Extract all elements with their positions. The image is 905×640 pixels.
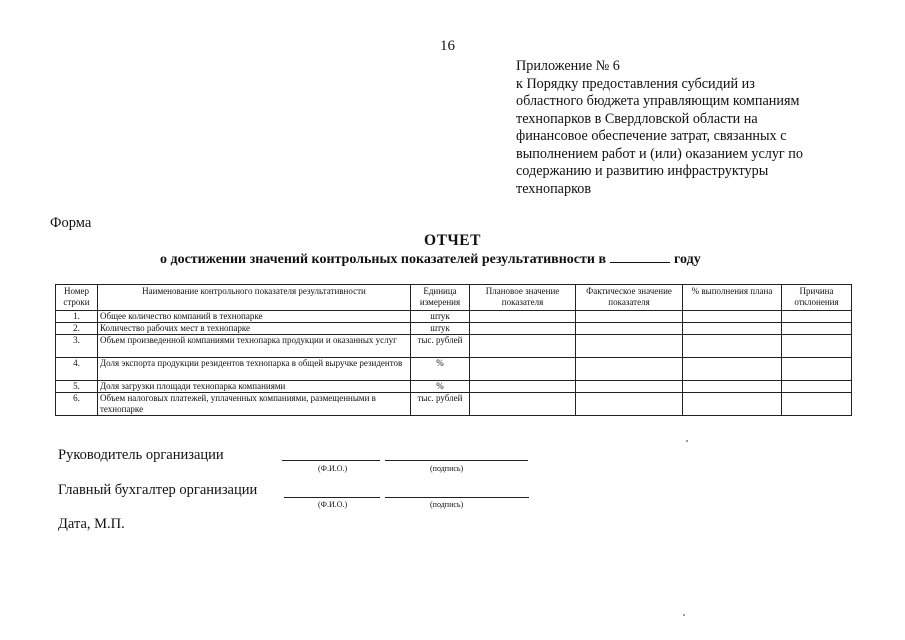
actual-value-cell[interactable] [576, 381, 683, 393]
percent-plan-cell[interactable] [683, 393, 782, 416]
form-label: Форма [50, 215, 92, 231]
table-row [56, 358, 852, 381]
planned-value-cell[interactable] [470, 393, 576, 416]
appendix-line: выполнением работ и (или) оказанием услуг по [516, 145, 803, 162]
planned-value-cell[interactable] [470, 358, 576, 381]
table-header-row [56, 285, 852, 311]
appendix-line: технопарков в Свердловской области на [516, 110, 758, 127]
table-row [56, 335, 852, 358]
indicator-name: Доля загрузки площади технопарка компаниями [98, 381, 411, 393]
head-name-line[interactable] [282, 460, 380, 461]
planned-value-cell[interactable] [470, 323, 576, 335]
appendix-line: технопарков [516, 180, 592, 197]
indicator-unit: штук [411, 311, 470, 323]
row-number: 5. [56, 381, 98, 393]
actual-value-cell[interactable] [576, 358, 683, 381]
deviation-reason-cell[interactable] [782, 393, 852, 416]
head-signature-line[interactable] [385, 460, 528, 461]
indicator-unit: штук [411, 323, 470, 335]
header-deviation-reason: Причина отклонения [782, 285, 852, 311]
row-number: 3. [56, 335, 98, 358]
header-unit: Единица измерения [411, 285, 470, 311]
head-name-caption: (Ф.И.О.) [318, 464, 348, 473]
indicator-name: Доля экспорта продукции резидентов технопарка в общей выручке резидентов [98, 358, 411, 381]
accountant-signature-caption: (подпись) [430, 500, 464, 509]
table-row [56, 323, 852, 335]
actual-value-cell[interactable] [576, 323, 683, 335]
row-number: 1. [56, 311, 98, 323]
scan-speck [683, 614, 685, 616]
actual-value-cell[interactable] [576, 393, 683, 416]
appendix-line: областного бюджета управляющим компаниям [516, 93, 800, 109]
table-row [56, 311, 852, 323]
head-signature-label: Руководитель организации [58, 447, 224, 463]
report-title: ОТЧЕТ [424, 232, 481, 249]
indicator-unit: % [411, 381, 470, 393]
table-row [56, 381, 852, 393]
report-subtitle-year-word: году [674, 252, 701, 267]
table-row [56, 393, 852, 416]
date-stamp-label: Дата, М.П. [58, 516, 125, 532]
appendix-line: финансовое обеспечение затрат, связанных с [516, 128, 787, 144]
head-signature-caption: (подпись) [430, 464, 464, 473]
planned-value-cell[interactable] [470, 311, 576, 323]
header-indicator-name: Наименование контрольного показателя результативности [98, 285, 411, 311]
indicator-unit: тыс. рублей [411, 335, 470, 358]
percent-plan-cell[interactable] [683, 311, 782, 323]
report-subtitle [160, 252, 701, 268]
header-planned-value: Плановое значение показателя [470, 285, 576, 311]
accountant-signature-label: Главный бухгалтер организации [58, 482, 258, 498]
scan-speck [686, 440, 688, 442]
year-blank-field[interactable] [610, 252, 670, 263]
appendix-block [516, 58, 846, 198]
accountant-name-line[interactable] [284, 497, 380, 498]
planned-value-cell[interactable] [470, 381, 576, 393]
deviation-reason-cell[interactable] [782, 335, 852, 358]
report-subtitle-text: о достижении значений контрольных показателей результативности в [160, 252, 607, 267]
header-row-number: Номер строки [56, 285, 98, 311]
indicator-name: Объем произведенной компаниями технопарка продукции и оказанных услуг [98, 335, 411, 358]
accountant-signature-line[interactable] [385, 497, 529, 498]
header-percent-plan: % выполнения плана [683, 285, 782, 311]
deviation-reason-cell[interactable] [782, 381, 852, 393]
actual-value-cell[interactable] [576, 311, 683, 323]
deviation-reason-cell[interactable] [782, 358, 852, 381]
percent-plan-cell[interactable] [683, 358, 782, 381]
planned-value-cell[interactable] [470, 335, 576, 358]
appendix-title: Приложение № 6 [516, 58, 620, 74]
percent-plan-cell[interactable] [683, 335, 782, 358]
actual-value-cell[interactable] [576, 335, 683, 358]
deviation-reason-cell[interactable] [782, 323, 852, 335]
percent-plan-cell[interactable] [683, 323, 782, 335]
row-number: 4. [56, 358, 98, 381]
indicator-name: Общее количество компаний в технопарке [98, 311, 411, 323]
deviation-reason-cell[interactable] [782, 311, 852, 323]
percent-plan-cell[interactable] [683, 381, 782, 393]
indicator-name: Количество рабочих мест в технопарке [98, 323, 411, 335]
indicator-name: Объем налоговых платежей, уплаченных компаниями, размещенными в технопарке [98, 393, 411, 416]
row-number: 6. [56, 393, 98, 416]
appendix-line: к Порядку предоставления субсидий из [516, 75, 755, 92]
indicator-unit: тыс. рублей [411, 393, 470, 416]
report-table [55, 284, 852, 416]
header-actual-value: Фактическое значение показателя [576, 285, 683, 311]
accountant-name-caption: (Ф.И.О.) [318, 500, 348, 509]
indicator-unit: % [411, 358, 470, 381]
appendix-line: содержанию и развитию инфраструктуры [516, 163, 769, 179]
row-number: 2. [56, 323, 98, 335]
page-number: 16 [440, 38, 455, 54]
